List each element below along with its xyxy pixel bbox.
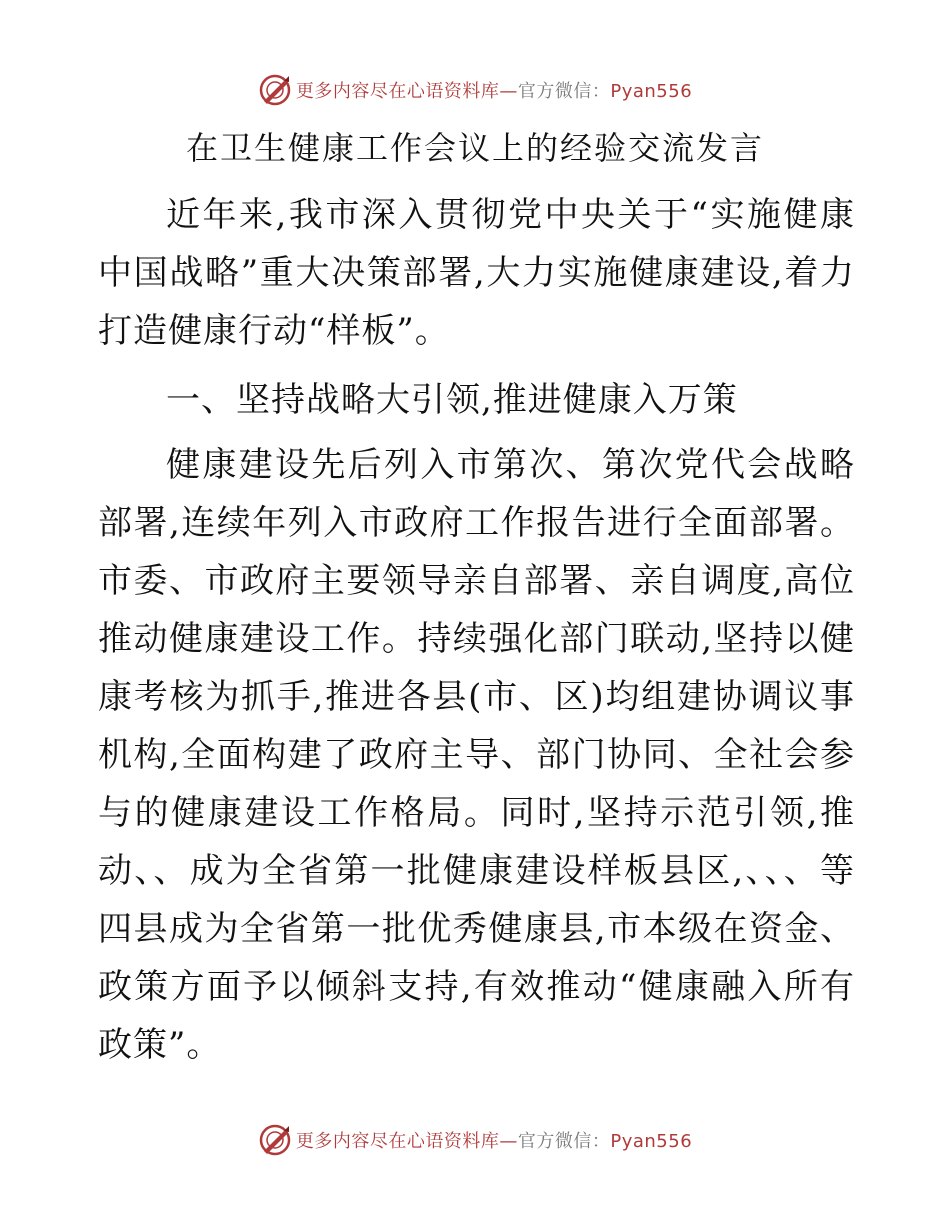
- footer-banner: [0, 1120, 950, 1160]
- banner-text: [296, 77, 692, 103]
- banner-text: [296, 1127, 692, 1153]
- banner-wechat-id: Pyan556: [610, 1131, 693, 1152]
- banner-wechat-id: Pyan556: [610, 81, 693, 102]
- document-title: 在卫生健康工作会议上的经验交流发言: [185, 129, 764, 167]
- paragraph-intro: 近年来,我市深入贯彻党中央关于“实施健康中国战略”重大决策部署,大力实施健康建设,着力打造健康行动“样板”。: [98, 195, 855, 351]
- quill-pen-logo-icon: [258, 1123, 292, 1157]
- banner-separator: —: [499, 81, 518, 102]
- banner-site-name: 更多内容尽在心语资料库: [295, 81, 500, 102]
- banner-wechat-label: 官方微信：: [517, 1131, 611, 1152]
- paragraph-section-1: 健康建设先后列入市第次、第次党代会战略部署,连续年列入市政府工作报告进行全面部署。市委、市政府主要领导亲自部署、亲自调度,高位推动健康建设工作。持续强化部门联动,坚持以健康考核为抓手,推进各县(市、区)均组建协调议事机构,全面构建了政府主导、部门协同、全社会参与的健康建设工作格局。同时,坚持示范引领,推动、、成为全省第一批健康建设样板县区,、、、等四县成为全省第一批优秀健康县,市本级在资金、政策方面予以倾斜支持,有效推动“健康融入所有政策”。: [98, 445, 855, 1065]
- banner-wechat-label: 官方微信：: [517, 81, 611, 102]
- banner-separator: —: [499, 1131, 518, 1152]
- banner-site-name: 更多内容尽在心语资料库: [295, 1131, 500, 1152]
- header-banner: [0, 70, 950, 110]
- quill-pen-logo-icon: [258, 73, 292, 107]
- section-heading-1: 一、坚持战略大引领,推进健康入万策: [166, 380, 738, 420]
